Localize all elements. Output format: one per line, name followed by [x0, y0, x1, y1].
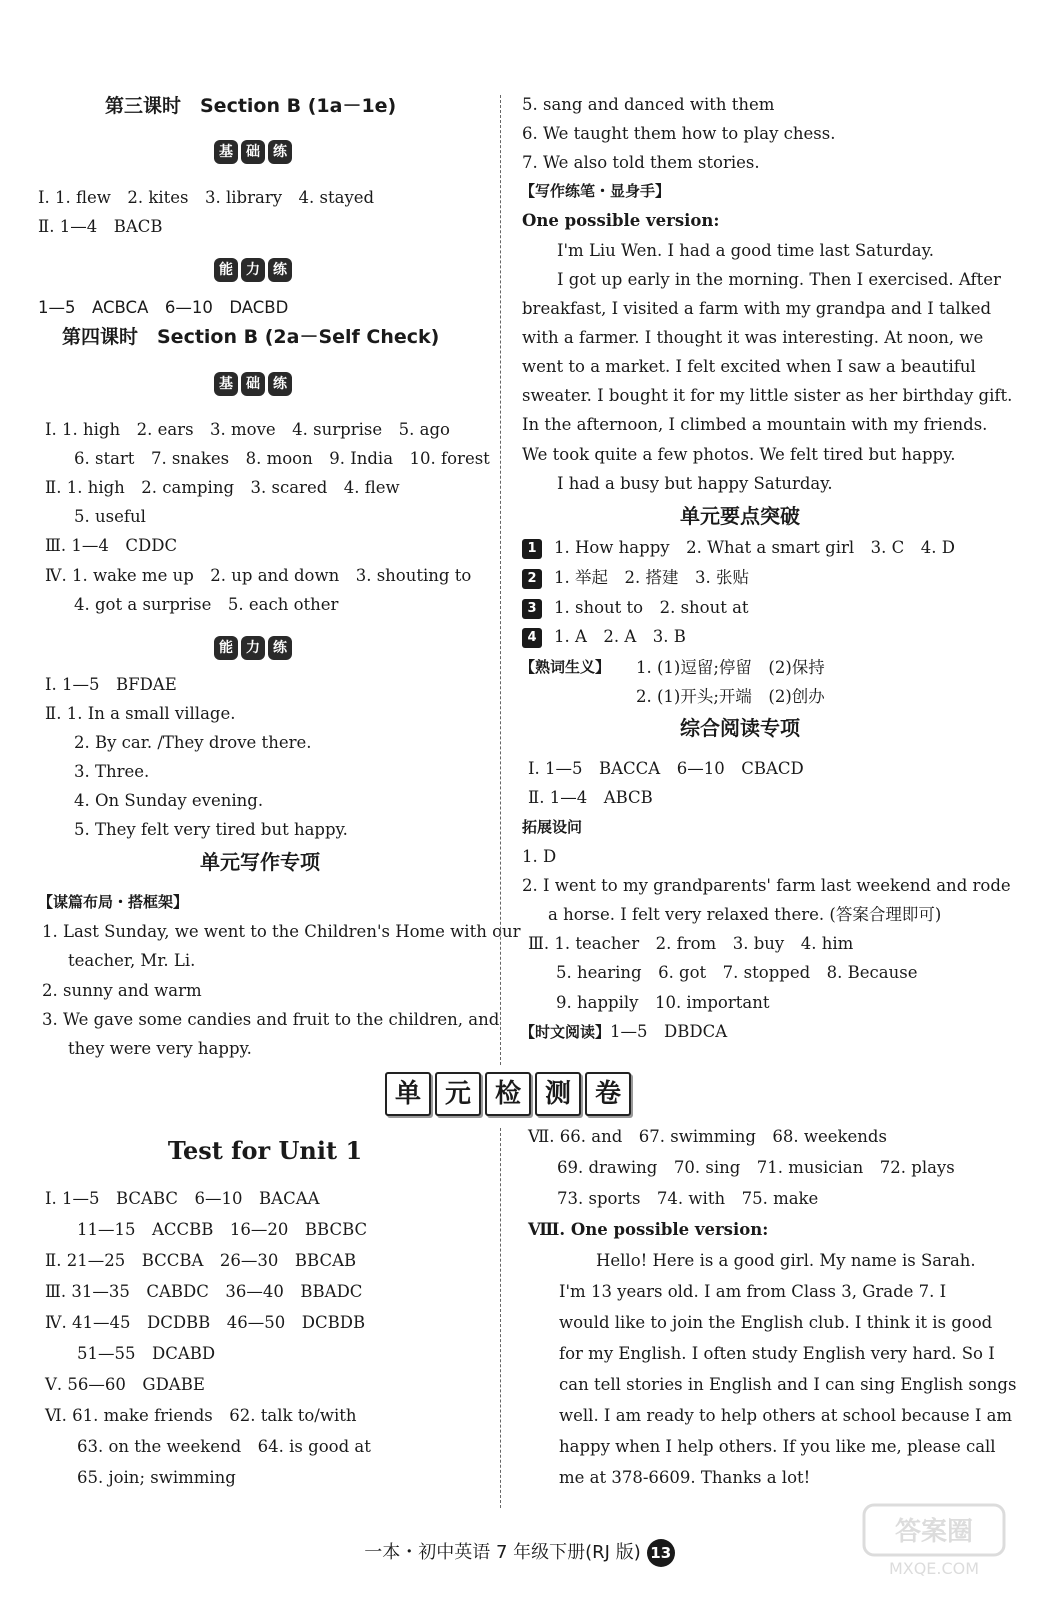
- essay-line: would like to join the English club. I think it is good: [559, 1313, 993, 1332]
- writing-section-title: 单元写作专项: [200, 850, 320, 874]
- answer-line: 5. sang and danced with them: [522, 95, 775, 114]
- essay-line: In the afternoon, I climbed a mountain with my friends.: [522, 415, 988, 434]
- number-badge: 4: [522, 628, 542, 648]
- essay-line: Hello! Here is a good girl. My name is Sarah.: [596, 1251, 976, 1270]
- answer-line: 3. We gave some candies and fruit to the children, and: [42, 1010, 500, 1029]
- essay-line: well. I am ready to help others at school because I am: [559, 1406, 1013, 1425]
- essay-line: I got up early in the morning. Then I exercised. After: [557, 270, 1001, 289]
- answer-line: 5. hearing 6. got 7. stopped 8. Because: [556, 963, 918, 982]
- answer-line: 65. join; swimming: [77, 1468, 236, 1487]
- answer-line: a horse. I felt very relaxed there. (答案合理即可): [548, 905, 942, 924]
- key-item: 1 1. How happy 2. What a smart girl 3. C 4. D: [522, 533, 955, 562]
- answer-line: 2. By car. /They drove there.: [74, 733, 312, 752]
- ability-badge-2: 能 力 练: [214, 636, 292, 660]
- news-reading-line: 【时文阅读】1—5 DBDCA: [520, 1022, 728, 1041]
- essay-line: breakfast, I visited a farm with my grandpa and I talked: [522, 299, 992, 318]
- answer-line: Ⅲ. 31—35 CABDC 36—40 BBADC: [45, 1282, 363, 1301]
- answer-line: 6. start 7. snakes 8. moon 9. India 10. forest: [74, 449, 490, 468]
- answer-line: Ⅰ. 1. high 2. ears 3. move 4. surprise 5. ago: [45, 420, 450, 439]
- answer-line: 5. useful: [74, 507, 146, 526]
- answer-line: Ⅱ. 1—4 BACB: [38, 217, 163, 236]
- extension-label: 拓展设问: [522, 818, 583, 836]
- answer-line: 63. on the weekend 64. is good at: [77, 1437, 371, 1456]
- answer-line: 73. sports 74. with 75. make: [557, 1189, 819, 1208]
- reading-title: 综合阅读专项: [680, 716, 800, 740]
- answer-line: 4. got a surprise 5. each other: [74, 595, 339, 614]
- essay-line: went to a market. I felt excited when I saw a beautiful: [522, 357, 976, 376]
- answer-line: Ⅰ. 1—5 BCABC 6—10 BACAA: [45, 1189, 320, 1208]
- watermark-logo: [859, 1500, 1009, 1580]
- answer-line: 1. (1)逗留;停留 (2)保持: [636, 658, 825, 677]
- number-badge: 3: [522, 599, 542, 619]
- answer-line: Ⅶ. 66. and 67. swimming 68. weekends: [528, 1127, 887, 1146]
- answer-line: Ⅲ. 1. teacher 2. from 3. buy 4. him: [528, 934, 854, 953]
- answer-line: Ⅰ. 1—5 BFDAE: [45, 675, 177, 694]
- answer-line: Ⅱ. 1—4 ABCB: [528, 788, 653, 807]
- essay-line: for my English. I often study English very hard. So I: [559, 1344, 995, 1363]
- answer-line: Ⅲ. 1—4 CDDC: [45, 536, 178, 555]
- essay-line: We took quite a few photos. We felt tired but happy.: [522, 445, 956, 464]
- answer-line: 69. drawing 70. sing 71. musician 72. plays: [557, 1158, 955, 1177]
- answer-line: 4. On Sunday evening.: [74, 791, 264, 810]
- version-label: One possible version:: [522, 211, 720, 230]
- svg-text:MXQE.COM: MXQE.COM: [888, 1559, 980, 1578]
- number-badge: 1: [522, 539, 542, 559]
- answer-line: Ⅱ. 21—25 BCCBA 26—30 BBCAB: [45, 1251, 357, 1270]
- test-title: Test for Unit 1: [167, 1136, 363, 1165]
- answer-line: 11—15 ACCBB 16—20 BBCBC: [77, 1220, 368, 1239]
- lesson3-title: 第三课时 Section B (1a－1e): [105, 95, 397, 117]
- answer-line: Ⅵ. 61. make friends 62. talk to/with: [45, 1406, 357, 1425]
- answer-line: Ⅰ. 1—5 BACCA 6—10 CBACD: [528, 759, 804, 778]
- answer-line: 7. We also told them stories.: [522, 153, 760, 172]
- unit-test-banner: 单 元 检 测 卷: [385, 1072, 631, 1116]
- writing-subtitle: 【谋篇布局・搭框架】: [38, 893, 189, 911]
- key-item: 4 1. A 2. A 3. B: [522, 622, 686, 651]
- answer-line: Ⅱ. 1. In a small village.: [45, 704, 236, 723]
- answer-line: 51—55 DCABD: [77, 1344, 216, 1363]
- answer-line: 5. They felt very tired but happy.: [74, 820, 348, 839]
- essay-line: I had a busy but happy Saturday.: [557, 474, 833, 493]
- key-points-title: 单元要点突破: [680, 504, 800, 528]
- answer-line: 6. We taught them how to play chess.: [522, 124, 836, 143]
- answer-line: Ⅴ. 56—60 GDABE: [45, 1375, 205, 1394]
- answer-line: teacher, Mr. Li.: [68, 951, 196, 970]
- answer-line: 2. I went to my grandparents' farm last weekend and rode: [522, 876, 1011, 895]
- answer-line: Ⅳ. 41—45 DCDBB 46—50 DCBDB: [45, 1313, 366, 1332]
- answer-line: Ⅰ. 1. flew 2. kites 3. library 4. stayed: [38, 188, 375, 207]
- answer-line: 2. sunny and warm: [42, 981, 202, 1000]
- key-item: 3 1. shout to 2. shout at: [522, 593, 749, 622]
- version-label: Ⅷ. One possible version:: [528, 1220, 769, 1239]
- essay-line: I'm 13 years old. I am from Class 3, Grade 7. I: [559, 1282, 947, 1301]
- number-badge: 2: [522, 569, 542, 589]
- answer-line: 1. Last Sunday, we went to the Children's Home with our: [42, 922, 521, 941]
- essay-line: sweater. I bought it for my little sister as her birthday gift.: [522, 386, 1013, 405]
- answer-line: 3. Three.: [74, 762, 150, 781]
- essay-line: I'm Liu Wen. I had a good time last Saturday.: [557, 241, 934, 260]
- page-number: 13: [647, 1539, 675, 1567]
- basic-badge-2: 基 础 练: [214, 372, 292, 396]
- answer-line: 1. D: [522, 847, 557, 866]
- basic-badge-1: 基 础 练: [214, 140, 292, 164]
- answer-line: they were very happy.: [68, 1039, 252, 1058]
- answer-line: 2. (1)开头;开端 (2)创办: [636, 687, 825, 706]
- essay-line: happy when I help others. If you like me, please call: [559, 1437, 996, 1456]
- ability-badge-1: 能 力 练: [214, 258, 292, 282]
- essay-line: me at 378-6609. Thanks a lot!: [559, 1468, 811, 1487]
- answer-line: 1—5 ACBCA 6—10 DACBD: [38, 298, 289, 317]
- practice-subtitle: 【写作练笔・显身手】: [520, 182, 671, 200]
- answer-line: Ⅱ. 1. high 2. camping 3. scared 4. flew: [45, 478, 400, 497]
- svg-text:答案圈: 答案圈: [894, 1517, 974, 1547]
- answer-line: 9. happily 10. important: [556, 993, 770, 1012]
- word-meaning-label: 【熟词生义】: [520, 658, 611, 676]
- lesson4-title: 第四课时 Section B (2a－Self Check): [62, 326, 440, 348]
- key-item: 2 1. 举起 2. 搭建 3. 张贴: [522, 563, 749, 592]
- essay-line: can tell stories in English and I can sing English songs: [559, 1375, 1017, 1394]
- column-divider: [500, 1128, 501, 1508]
- essay-line: with a farmer. I thought it was interesting. At noon, we: [522, 328, 984, 347]
- news-reading-label: 【时文阅读】: [520, 1023, 611, 1041]
- answer-line: Ⅳ. 1. wake me up 2. up and down 3. shouting to: [45, 566, 472, 585]
- footer-text: 一本・初中英语 7 年级下册(RJ 版): [364, 1542, 641, 1563]
- column-divider: [500, 95, 501, 1065]
